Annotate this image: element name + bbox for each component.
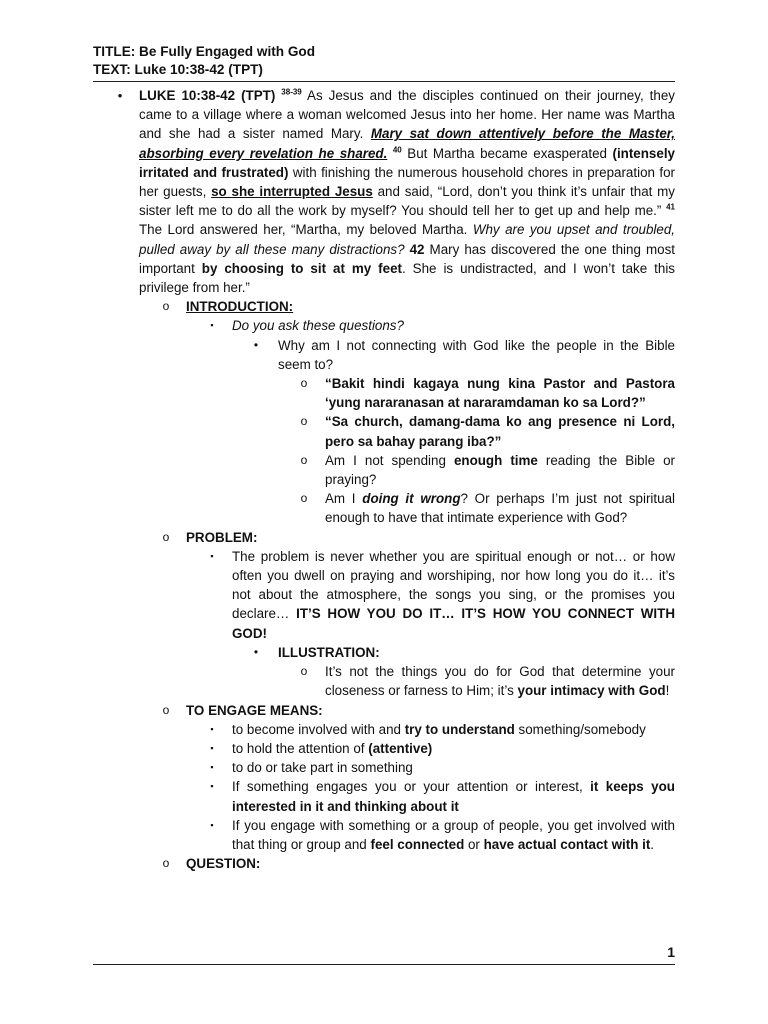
circle-marker: o <box>300 664 308 679</box>
plain-text: The problem is never whether you are spiritual enough or not… or how often you dwell on praying and worshiping, nor how long you do it… it’s not about the atmosphere, the songs you sing, or the promises you declare… <box>232 548 675 622</box>
square-marker: ▪ <box>210 742 214 753</box>
section-question <box>93 854 675 873</box>
emphasis-text: enough time <box>453 452 538 468</box>
italic-text: Why are you upset and troubled, pulled away by all these many distractions? <box>139 222 675 257</box>
list-item <box>93 816 675 854</box>
list-item <box>93 412 675 450</box>
intro-subquestion: Why am I not connecting with God like the people in the Bible seem to? <box>278 337 675 372</box>
definition-text <box>232 720 675 739</box>
verse-number: 41 <box>666 202 675 212</box>
bullet-marker: • <box>253 337 259 352</box>
list-item <box>93 336 675 374</box>
scripture-item <box>93 86 675 297</box>
passage-text: . She is undistracted, and I won’t take this privilege from her.” <box>139 260 675 296</box>
list-item <box>93 489 675 527</box>
circle-marker: o <box>162 702 170 717</box>
verse-number: 38-39 <box>281 87 302 97</box>
circle-marker: o <box>162 856 170 871</box>
square-marker: ▪ <box>210 320 214 331</box>
section-problem <box>93 528 675 547</box>
list-item <box>93 374 675 412</box>
plain-text: . <box>650 836 655 852</box>
plain-text: to hold the attention of <box>232 740 369 756</box>
emphasis-text: IT’S HOW YOU DO IT… IT’S HOW YOU CONNECT WITH GOD! <box>232 606 675 641</box>
sermon-title: TITLE: Be Fully Engaged with God <box>93 44 316 59</box>
square-marker: ▪ <box>210 723 214 734</box>
footer-divider <box>93 964 675 965</box>
emphasis-text: it keeps you interested in it and thinking about it <box>232 779 675 814</box>
list-item <box>93 643 675 662</box>
plain-text: reading the Bible or praying? <box>325 452 675 488</box>
plain-text: Am I not spending <box>325 452 454 468</box>
list-item <box>93 316 675 335</box>
bullet-marker: • <box>117 88 123 103</box>
emphasis-text: Mary sat down attentively before the Master, absorbing every revelation he shared. <box>139 126 675 161</box>
definition-text: to do or take part in something <box>232 760 413 776</box>
emphasis-text: try to understand <box>404 721 515 737</box>
emphasis-text: feel connected <box>370 836 465 852</box>
list-item <box>93 777 675 815</box>
list-item <box>93 720 675 739</box>
section-introduction <box>93 297 675 316</box>
plain-text: to become involved with and <box>232 721 405 737</box>
section-heading: TO ENGAGE MEANS: <box>186 702 323 718</box>
passage-text: The Lord answered her, “Martha, my beloved Martha. <box>139 222 473 238</box>
list-item <box>93 547 675 643</box>
bullet-marker: • <box>253 644 259 659</box>
emphasis-text: your intimacy with God <box>517 683 666 699</box>
square-marker: ▪ <box>210 550 214 561</box>
illustration-text <box>325 662 675 700</box>
section-engage <box>93 701 675 720</box>
question-text <box>325 489 675 527</box>
square-marker: ▪ <box>210 781 214 792</box>
square-marker: ▪ <box>210 762 214 773</box>
circle-marker: o <box>162 529 170 544</box>
page-number: 1 <box>667 944 675 960</box>
problem-text <box>232 547 675 643</box>
section-heading: INTRODUCTION: <box>186 299 294 315</box>
list-item <box>93 758 675 777</box>
question-text: “Sa church, damang-dama ko ang presence ni Lord, pero sa bahay parang iba?” <box>325 414 675 449</box>
passage-text: and said, “Lord, don’t you think it’s unfair that my sister left me to do all the work by myself? You should tell her to get up and help me.” <box>139 184 675 219</box>
square-marker: ▪ <box>210 819 214 830</box>
sermon-outline <box>93 86 675 873</box>
plain-text: or <box>464 836 484 852</box>
definition-text <box>232 739 675 758</box>
emphasis-text: so she interrupted Jesus <box>211 184 373 200</box>
emphasis-text: (attentive) <box>368 740 433 756</box>
verse-number: 40 <box>392 145 402 155</box>
plain-text: ! <box>665 683 670 699</box>
circle-marker: o <box>162 299 170 314</box>
verse-number: 42 <box>404 241 425 257</box>
definition-text <box>232 777 675 815</box>
list-item <box>93 451 675 489</box>
passage-reference: LUKE 10:38-42 (TPT) <box>139 88 276 103</box>
circle-marker: o <box>300 414 308 429</box>
scripture-paragraph <box>139 86 675 297</box>
list-item <box>93 662 675 700</box>
definition-text <box>232 816 675 854</box>
list-item <box>93 739 675 758</box>
circle-marker: o <box>300 491 308 506</box>
circle-marker: o <box>300 376 308 391</box>
illustration-heading: ILLUSTRATION: <box>278 644 380 660</box>
emphasis-text: have actual contact with it <box>483 836 651 852</box>
scripture-reference: TEXT: Luke 10:38-42 (TPT) <box>93 62 263 77</box>
emphasis-text: (intensely irritated and frustrated) <box>139 145 675 180</box>
emphasis-text: doing it wrong <box>362 491 461 507</box>
section-heading: PROBLEM: <box>186 529 258 545</box>
plain-text: something/somebody <box>514 721 646 737</box>
plain-text: If something engages you or your attention or interest, <box>232 779 591 795</box>
passage-text: with finishing the numerous household chores in preparation for her guests, <box>139 164 675 200</box>
passage-text: Mary has discovered the one thing most important <box>139 241 675 276</box>
plain-text: It’s not the things you do for God that determine your closeness or farness to Him; it’s <box>325 664 675 699</box>
intro-question: Do you ask these questions? <box>232 318 404 334</box>
document-header <box>93 43 675 82</box>
emphasis-text: by choosing to sit at my feet <box>201 260 402 276</box>
plain-text: Am I <box>325 491 363 507</box>
question-text: “Bakit hindi kagaya nung kina Pastor and Pastora ‘yung nararanasan at nararamdaman ko sa Lord?” <box>325 376 675 411</box>
question-text <box>325 451 675 489</box>
plain-text: ? Or perhaps I’m just not spiritual enough to have that intimate experience with God? <box>325 491 675 526</box>
circle-marker: o <box>300 452 308 467</box>
passage-text: But Martha became exasperated <box>401 145 613 161</box>
section-heading: QUESTION: <box>186 856 261 872</box>
plain-text: If you engage with something or a group of people, you get involved with that thing or group and <box>232 817 675 852</box>
passage-text: As Jesus and the disciples continued on their journey, they came to a village where a woman welcomed Jesus into her home. Her name was Martha and she had a sister named Mary. <box>139 88 675 142</box>
